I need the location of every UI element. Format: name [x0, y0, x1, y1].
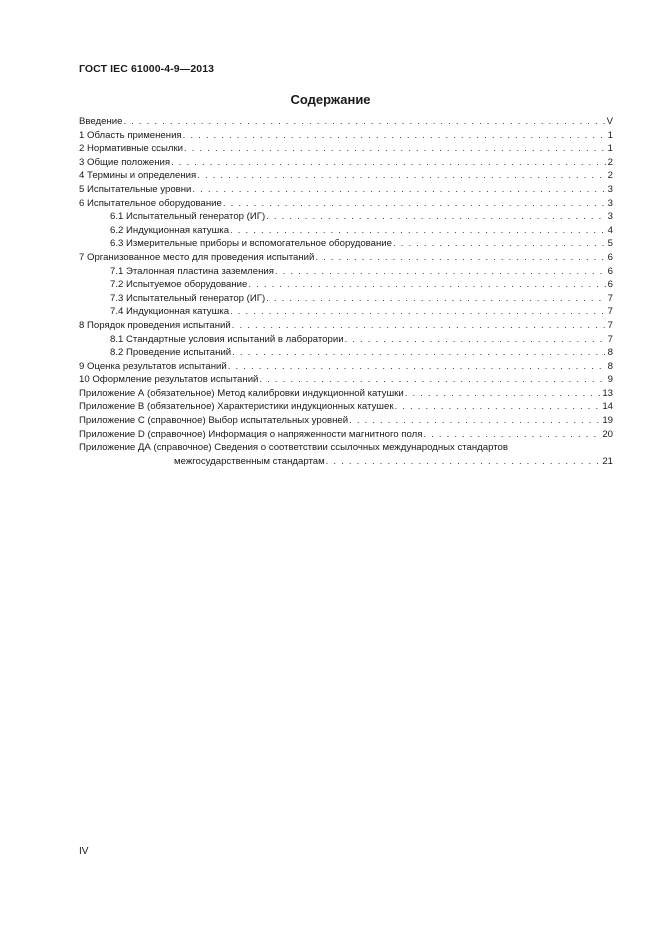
toc-dot-leader [248, 278, 606, 292]
table-of-contents [79, 115, 613, 468]
toc-dot-leader [266, 210, 607, 224]
toc-entry-label: Приложение D (справочное) Информация о напряженности магнитного поля [79, 428, 423, 440]
toc-entry-label: Приложение А (обязательное) Метод калибровки индукционной катушки [79, 387, 404, 399]
toc-entry[interactable] [79, 319, 613, 333]
toc-dot-leader [184, 142, 607, 156]
toc-entry[interactable] [79, 278, 613, 292]
toc-dot-leader [345, 333, 607, 347]
toc-entry-label: 5 Испытательные уровни [79, 183, 192, 195]
toc-entry[interactable] [79, 400, 613, 414]
toc-entry-label: 6.3 Измерительные приборы и вспомогательное оборудование [110, 238, 392, 250]
toc-entry[interactable] [79, 115, 613, 129]
toc-dot-leader [393, 237, 607, 251]
toc-entry[interactable] [79, 156, 613, 170]
toc-dot-leader [232, 319, 607, 333]
toc-entry-label: 8 Порядок проведения испытаний [79, 319, 231, 331]
toc-entry[interactable] [79, 142, 613, 156]
toc-dot-leader [230, 224, 607, 238]
toc-entry[interactable] [79, 333, 613, 347]
toc-entry-page: 14 [602, 401, 613, 413]
toc-entry[interactable] [79, 292, 613, 306]
toc-dot-leader [183, 129, 607, 143]
toc-entry[interactable] [79, 224, 613, 238]
toc-entry-page: 3 [607, 211, 613, 223]
toc-dot-leader [275, 265, 607, 279]
toc-entry-label: 6 Испытательное оборудование [79, 197, 222, 209]
toc-entry-label: Приложение В (обязательное) Характеристики индукционных катушек [79, 401, 394, 413]
toc-dot-leader [232, 346, 606, 360]
toc-entry-page: 7 [607, 333, 613, 345]
toc-entry[interactable] [79, 265, 613, 279]
toc-dot-leader [349, 414, 601, 428]
toc-dot-leader [259, 373, 606, 387]
toc-entry-label: 10 Оформление результатов испытаний [79, 374, 259, 386]
toc-entry-label: 3 Общие положения [79, 156, 171, 168]
toc-entry[interactable] [79, 237, 613, 251]
toc-dot-leader [315, 251, 606, 265]
toc-entry-page: 19 [602, 415, 613, 427]
toc-entry-page: 7 [607, 292, 613, 304]
toc-entry-label: 7.1 Эталонная пластина заземления [110, 265, 274, 277]
toc-entry[interactable] [79, 183, 613, 197]
page-number: IV [79, 846, 89, 857]
toc-entry[interactable] [79, 169, 613, 183]
toc-entry-label: 7 Организованное место для проведения испытаний [79, 251, 315, 263]
toc-entry-page: 4 [607, 224, 613, 236]
toc-entry[interactable] [79, 428, 613, 442]
toc-entry-label: Введение [79, 116, 123, 127]
toc-dot-leader [123, 115, 605, 129]
toc-dot-leader [405, 387, 602, 401]
toc-entry-label: 1 Область применения [79, 129, 182, 141]
toc-entry-page: V [606, 116, 613, 127]
toc-entry-label: Приложение ДА (справочное) Сведения о соответствии ссылочных международных стандартов [79, 442, 508, 454]
toc-entry-page: 1 [607, 143, 613, 155]
toc-entry-page: 7 [607, 319, 613, 331]
toc-entry-annex-da-line2[interactable] [79, 455, 613, 469]
toc-entry[interactable] [79, 129, 613, 143]
toc-entry-annex-da-line1[interactable] [79, 441, 613, 455]
toc-dot-leader [266, 292, 607, 306]
toc-entry-page: 6 [607, 251, 613, 263]
toc-dot-leader [171, 156, 607, 170]
page-title: Содержание [290, 92, 371, 107]
toc-dot-leader [326, 455, 602, 469]
toc-entry-label: 8.2 Проведение испытаний [110, 347, 232, 359]
toc-entry[interactable] [79, 360, 613, 374]
toc-entry-page: 6 [607, 279, 613, 291]
toc-entry-page: 5 [607, 238, 613, 250]
toc-entry-page: 7 [607, 306, 613, 318]
toc-dot-leader [197, 169, 606, 183]
toc-entry-page: 3 [607, 183, 613, 195]
toc-entry-label: 6.2 Индукционная катушка [110, 224, 230, 236]
toc-dot-leader [192, 183, 606, 197]
toc-entry-label: 4 Термины и определения [79, 170, 197, 182]
toc-entry-label: 7.2 Испытуемое оборудование [110, 279, 248, 291]
toc-entry-label: 6.1 Испытательный генератор (ИГ) [110, 211, 266, 223]
toc-entry[interactable] [79, 210, 613, 224]
toc-entry-page: 2 [607, 170, 613, 182]
toc-entry-page: 8 [607, 360, 613, 372]
toc-entry-label: 7.3 Испытательный генератор (ИГ) [110, 292, 266, 304]
toc-entry[interactable] [79, 414, 613, 428]
toc-entry[interactable] [79, 346, 613, 360]
toc-entry-page: 20 [602, 428, 613, 440]
toc-entry-page: 13 [602, 387, 613, 399]
toc-entry-label: 2 Нормативные ссылки [79, 143, 184, 155]
toc-dot-leader [395, 400, 602, 414]
toc-dot-leader [423, 428, 601, 442]
toc-entry[interactable] [79, 373, 613, 387]
toc-entry[interactable] [79, 251, 613, 265]
toc-entry[interactable] [79, 197, 613, 211]
toc-entry-label: 7.4 Индукционная катушка [110, 306, 230, 318]
toc-dot-leader [223, 197, 607, 211]
toc-entry-label: Приложение С (справочное) Выбор испытательных уровней [79, 415, 349, 427]
toc-dot-leader [230, 305, 607, 319]
toc-entry-page: 21 [602, 455, 613, 467]
toc-entry[interactable] [79, 387, 613, 401]
toc-entry-page: 6 [607, 265, 613, 277]
toc-entry[interactable] [79, 305, 613, 319]
toc-entry-page: 1 [607, 129, 613, 141]
toc-entry-page: 8 [607, 347, 613, 359]
toc-entry-page: 9 [607, 374, 613, 386]
toc-entry-label: 9 Оценка результатов испытаний [79, 360, 227, 372]
toc-entry-page: 3 [607, 197, 613, 209]
toc-entry-label: 8.1 Стандартные условия испытаний в лаборатории [110, 333, 344, 345]
toc-entry-label: межгосударственным стандартам [174, 455, 325, 467]
toc-entry-page: 2 [607, 156, 613, 168]
toc-dot-leader [228, 360, 607, 374]
document-code: ГОСТ IEC 61000-4-9—2013 [79, 63, 215, 75]
